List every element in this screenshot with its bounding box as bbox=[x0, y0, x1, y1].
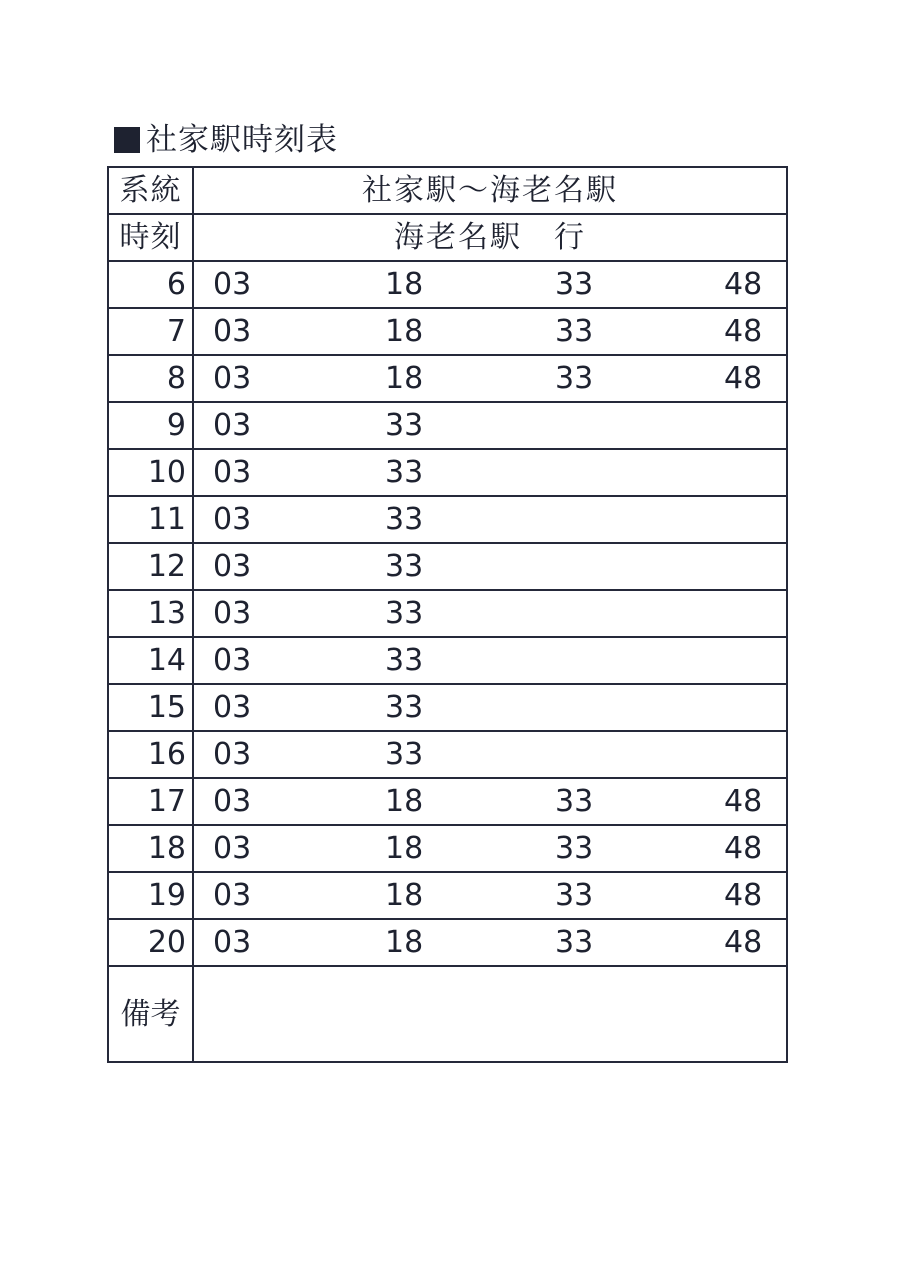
table-row bbox=[108, 543, 787, 590]
departure-minute: 48 bbox=[724, 314, 763, 349]
minutes-cell bbox=[193, 261, 787, 308]
title-text: 社家駅時刻表 bbox=[146, 122, 338, 158]
destination: 海老名駅 行 bbox=[193, 214, 787, 261]
destination-row bbox=[108, 214, 787, 261]
departure-minute: 48 bbox=[724, 878, 763, 913]
departure-minute: 33 bbox=[385, 737, 424, 772]
minutes-cell bbox=[193, 778, 787, 825]
departure-minute: 33 bbox=[385, 643, 424, 678]
departure-minute: 18 bbox=[385, 831, 424, 866]
page-title bbox=[114, 118, 338, 162]
departure-minute: 33 bbox=[555, 925, 594, 960]
departure-minute: 18 bbox=[385, 361, 424, 396]
hour-cell: 10 bbox=[108, 449, 193, 496]
table-row bbox=[108, 825, 787, 872]
minutes-cell bbox=[193, 637, 787, 684]
departure-minute: 03 bbox=[213, 455, 252, 490]
departure-minute: 48 bbox=[724, 831, 763, 866]
minutes-cell bbox=[193, 731, 787, 778]
table-row bbox=[108, 637, 787, 684]
departure-minute: 18 bbox=[385, 878, 424, 913]
departure-minute: 03 bbox=[213, 596, 252, 631]
departure-minute: 03 bbox=[213, 737, 252, 772]
departure-minute: 48 bbox=[724, 925, 763, 960]
minutes-cell bbox=[193, 919, 787, 966]
departure-minute: 03 bbox=[213, 784, 252, 819]
hour-cell: 14 bbox=[108, 637, 193, 684]
hour-cell: 8 bbox=[108, 355, 193, 402]
black-square-icon bbox=[114, 127, 140, 153]
departure-minute: 33 bbox=[555, 831, 594, 866]
departure-minute: 33 bbox=[385, 455, 424, 490]
minutes-cell bbox=[193, 872, 787, 919]
table-row bbox=[108, 731, 787, 778]
departure-minute: 33 bbox=[555, 878, 594, 913]
remarks-row bbox=[108, 966, 787, 1062]
minutes-cell bbox=[193, 590, 787, 637]
departure-minute: 03 bbox=[213, 690, 252, 725]
departure-minute: 18 bbox=[385, 267, 424, 302]
departure-minute: 33 bbox=[385, 408, 424, 443]
departure-minute: 33 bbox=[555, 267, 594, 302]
departure-minute: 03 bbox=[213, 925, 252, 960]
hour-cell: 6 bbox=[108, 261, 193, 308]
hour-cell: 18 bbox=[108, 825, 193, 872]
route-value: 社家駅～海老名駅 bbox=[193, 167, 787, 214]
departure-minute: 18 bbox=[385, 925, 424, 960]
timetable bbox=[107, 166, 788, 1063]
departure-minute: 03 bbox=[213, 549, 252, 584]
minutes-cell bbox=[193, 308, 787, 355]
table-row bbox=[108, 684, 787, 731]
table-row bbox=[108, 590, 787, 637]
table-row bbox=[108, 449, 787, 496]
departure-minute: 18 bbox=[385, 784, 424, 819]
departure-minute: 33 bbox=[555, 784, 594, 819]
minutes-cell bbox=[193, 402, 787, 449]
departure-minute: 03 bbox=[213, 643, 252, 678]
departure-minute: 33 bbox=[385, 596, 424, 631]
route-row bbox=[108, 167, 787, 214]
departure-minute: 48 bbox=[724, 361, 763, 396]
departure-minute: 48 bbox=[724, 784, 763, 819]
remarks-label: 備考 bbox=[108, 966, 193, 1062]
time-label: 時刻 bbox=[108, 214, 193, 261]
hour-cell: 15 bbox=[108, 684, 193, 731]
table-row bbox=[108, 778, 787, 825]
minutes-cell bbox=[193, 543, 787, 590]
hour-cell: 16 bbox=[108, 731, 193, 778]
hour-cell: 11 bbox=[108, 496, 193, 543]
departure-minute: 03 bbox=[213, 267, 252, 302]
departure-minute: 48 bbox=[724, 267, 763, 302]
table-row bbox=[108, 919, 787, 966]
minutes-cell bbox=[193, 449, 787, 496]
hour-cell: 13 bbox=[108, 590, 193, 637]
minutes-cell bbox=[193, 355, 787, 402]
departure-minute: 33 bbox=[385, 690, 424, 725]
departure-minute: 33 bbox=[555, 361, 594, 396]
departure-minute: 03 bbox=[213, 502, 252, 537]
hour-cell: 17 bbox=[108, 778, 193, 825]
departure-minute: 03 bbox=[213, 361, 252, 396]
minutes-cell bbox=[193, 496, 787, 543]
departure-minute: 18 bbox=[385, 314, 424, 349]
table-row bbox=[108, 402, 787, 449]
remarks-body bbox=[193, 966, 787, 1062]
hour-cell: 9 bbox=[108, 402, 193, 449]
hour-cell: 12 bbox=[108, 543, 193, 590]
hour-cell: 19 bbox=[108, 872, 193, 919]
table-row bbox=[108, 496, 787, 543]
departure-minute: 03 bbox=[213, 408, 252, 443]
route-label: 系統 bbox=[108, 167, 193, 214]
hour-cell: 20 bbox=[108, 919, 193, 966]
table-row bbox=[108, 261, 787, 308]
departure-minute: 33 bbox=[555, 314, 594, 349]
table-row bbox=[108, 872, 787, 919]
minutes-cell bbox=[193, 684, 787, 731]
departure-minute: 03 bbox=[213, 878, 252, 913]
table-row bbox=[108, 355, 787, 402]
table-row bbox=[108, 308, 787, 355]
departure-minute: 33 bbox=[385, 549, 424, 584]
departure-minute: 03 bbox=[213, 831, 252, 866]
departure-minute: 33 bbox=[385, 502, 424, 537]
hour-cell: 7 bbox=[108, 308, 193, 355]
minutes-cell bbox=[193, 825, 787, 872]
departure-minute: 03 bbox=[213, 314, 252, 349]
